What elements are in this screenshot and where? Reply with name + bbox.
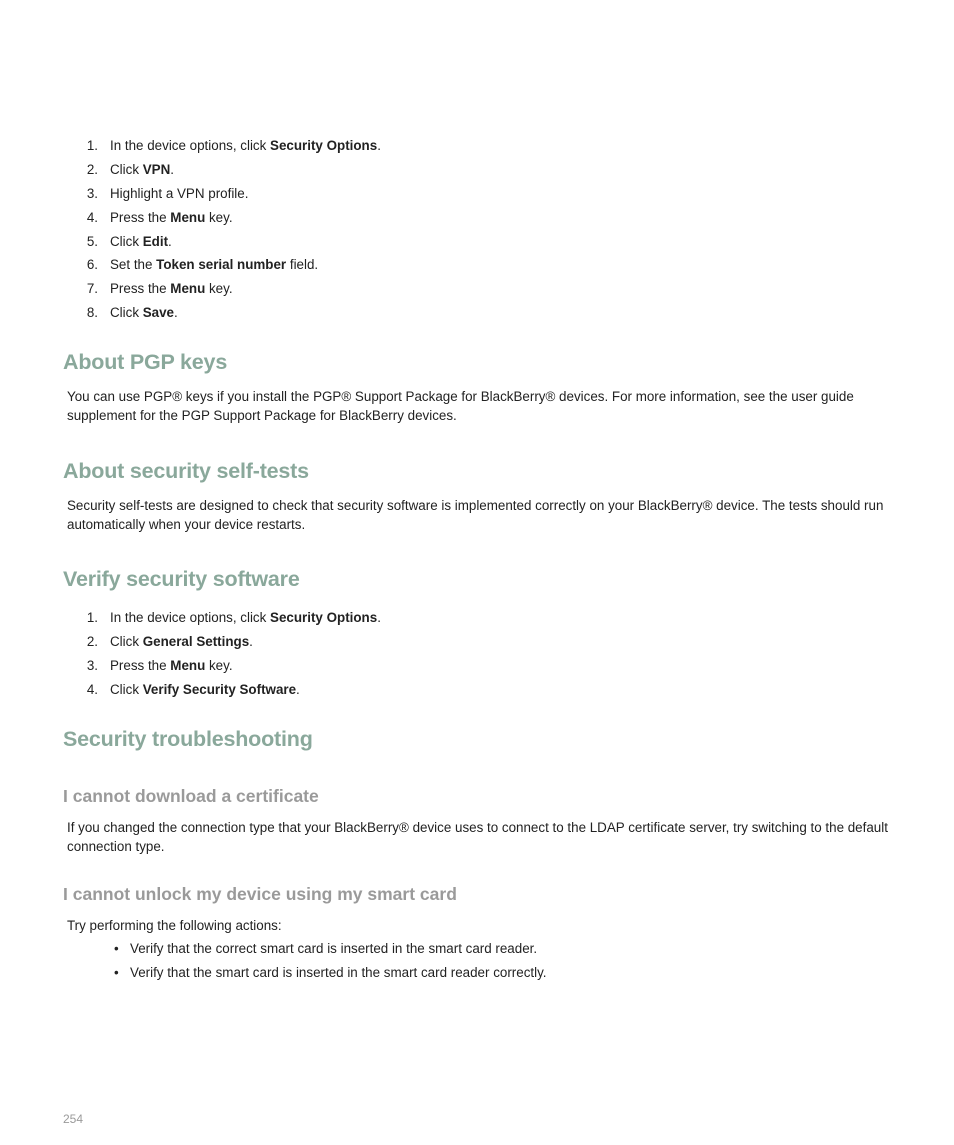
troubleshooting-heading: Security troubleshooting [63, 727, 313, 751]
page-number: 254 [63, 1112, 84, 1126]
pgp-heading: About PGP keys [63, 350, 228, 374]
smartcard-intro: Try performing the following actions: [67, 918, 282, 933]
smartcard-heading: I cannot unlock my device using my smart card [63, 884, 457, 904]
verify-heading: Verify security software [63, 567, 300, 591]
pgp-paragraph: You can use PGP® keys if you install the PGP® Support Package for BlackBerry® devices. For more information, see the user guide supplement for the PGP Support Package for BlackBerry devices. [67, 389, 854, 423]
bullet-dot: • [114, 941, 119, 956]
bullet-dot: • [114, 964, 119, 980]
cert-paragraph: If you changed the connection type that your BlackBerry® device uses to connect to the LDAP certificate server, try switching to the default connection type. [67, 820, 888, 854]
selftests-heading: About security self-tests [63, 459, 309, 483]
selftests-paragraph: Security self-tests are designed to check that security software is implemented correctly on your BlackBerry® device. The tests should run automatically when your device restarts. [67, 498, 884, 532]
cert-heading: I cannot download a certificate [63, 786, 319, 806]
